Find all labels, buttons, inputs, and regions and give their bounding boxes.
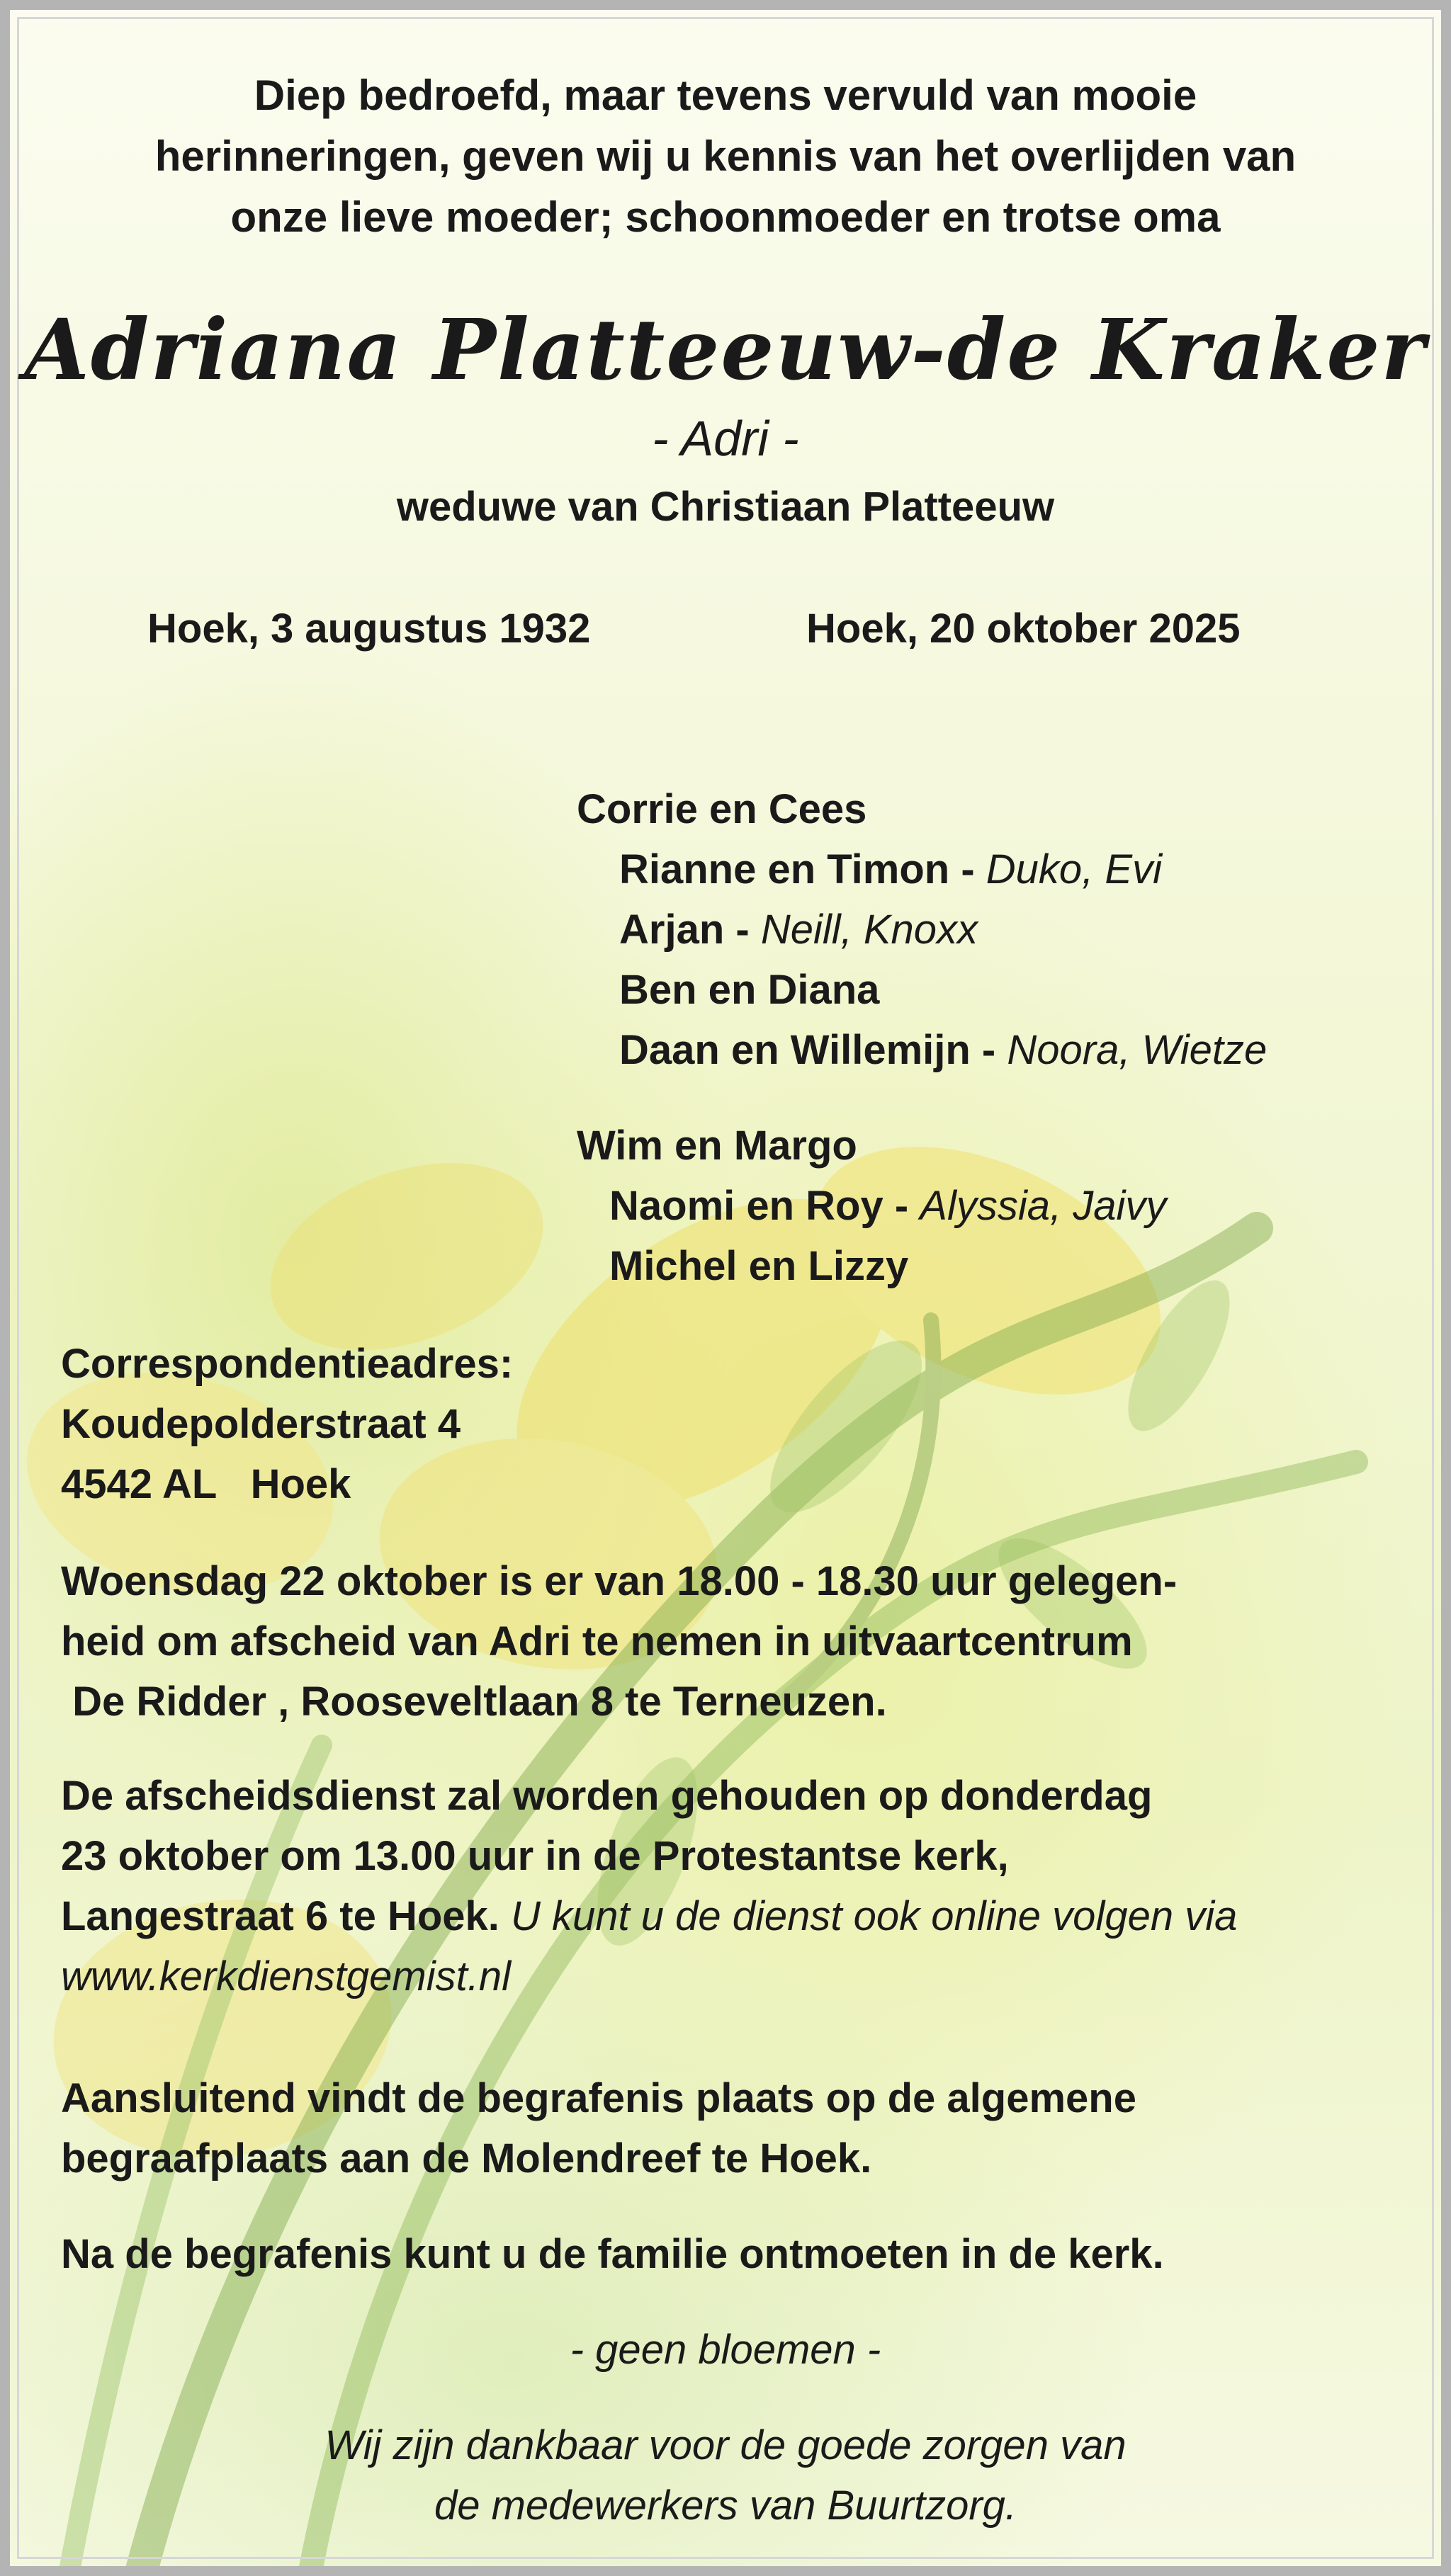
service-line-2: 23 oktober om 13.00 uur in de Protestantse kerk, (61, 1833, 1009, 1879)
address-city: 4542 AL Hoek (61, 1461, 351, 1507)
family-row: Rianne en Timon - Duko, Evi (619, 846, 1162, 892)
service-line-1: De afscheidsdienst zal worden gehouden op donderdag (61, 1773, 1153, 1819)
thanks-line-1: Wij zijn dankbaar voor de goede zorgen van (324, 2422, 1127, 2468)
family-group-2-head: Wim en Margo (577, 1123, 857, 1169)
intro-line-2: herinneringen, geven wij u kennis van het overlijden van (154, 132, 1297, 180)
meet-line: Na de begrafenis kunt u de familie ontmoeten in de kerk. (61, 2231, 1164, 2277)
burial-line-2: begraafplaats aan de Molendreef te Hoek. (61, 2135, 872, 2181)
deceased-name: Adriana Platteeuw-de Kraker (24, 300, 1427, 399)
burial-line-1: Aansluitend vindt de begrafenis plaats op de algemene (61, 2075, 1136, 2121)
family-row: Naomi en Roy - Alyssia, Jaivy (609, 1183, 1167, 1229)
family-row: Arjan - Neill, Knoxx (619, 907, 978, 953)
address-street: Koudepolderstraat 4 (61, 1401, 461, 1447)
family-row: Ben en Diana (619, 967, 880, 1013)
no-flowers-note: - geen bloemen - (570, 2327, 881, 2373)
family-group-1-head: Corrie en Cees (577, 786, 867, 832)
service-url: www.kerkdienstgemist.nl (61, 1953, 511, 1999)
family-row: Michel en Lizzy (609, 1243, 909, 1289)
farewell-line-1: Woensdag 22 oktober is er van 18.00 - 18.30 uur gelegen- (61, 1558, 1178, 1604)
nickname: - Adri - (652, 411, 799, 466)
address-label: Correspondentieadres: (61, 1341, 514, 1387)
intro-line-1: Diep bedroefd, maar tevens vervuld van mooie (254, 72, 1197, 119)
farewell-line-3: De Ridder , Rooseveltlaan 8 te Terneuzen. (61, 1679, 887, 1725)
service-line-3: Langestraat 6 te Hoek. U kunt u de dienst ook online volgen via (61, 1893, 1238, 1939)
birth-date: Hoek, 3 augustus 1932 (147, 606, 591, 652)
death-date: Hoek, 20 oktober 2025 (806, 606, 1241, 652)
intro-line-3: onze lieve moeder; schoonmoeder en trotse oma (230, 193, 1221, 241)
farewell-line-2: heid om afscheid van Adri te nemen in uitvaartcentrum (61, 1618, 1133, 1664)
thanks-line-2: de medewerkers van Buurtzorg. (434, 2483, 1017, 2529)
family-row: Daan en Willemijn - Noora, Wietze (619, 1027, 1267, 1073)
spouse-line: weduwe van Christiaan Platteeuw (396, 484, 1055, 530)
